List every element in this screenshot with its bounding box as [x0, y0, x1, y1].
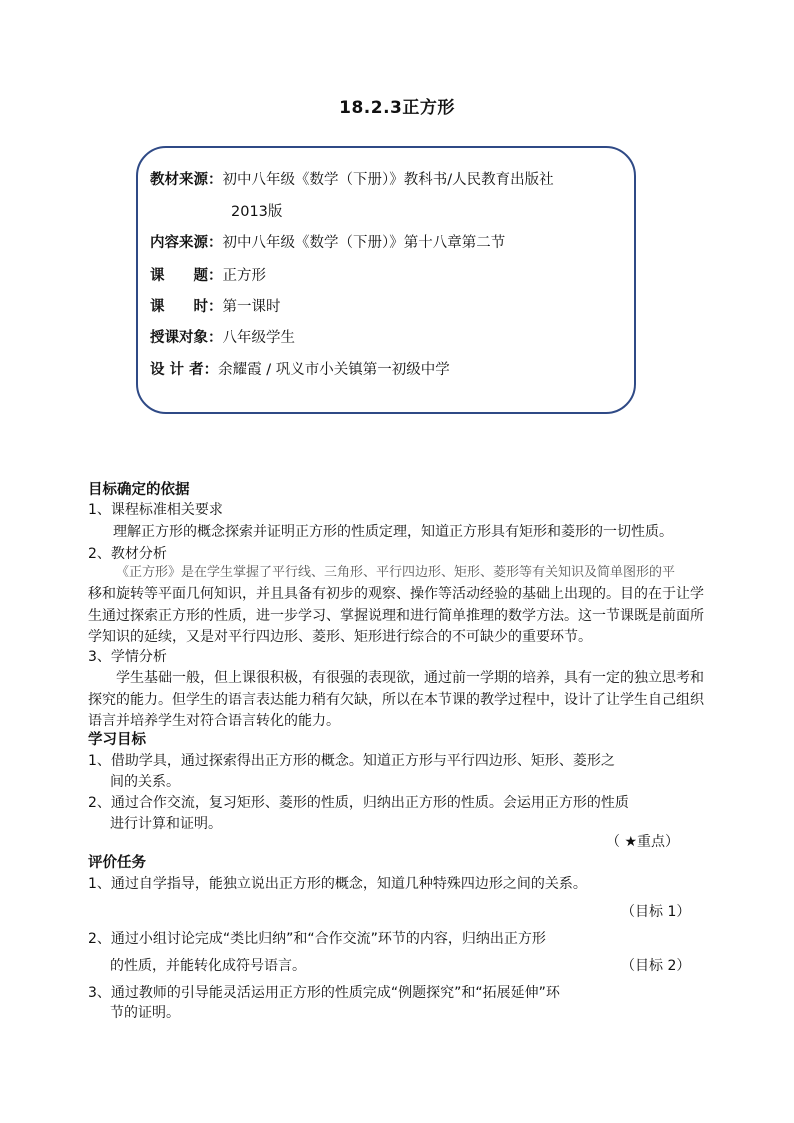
- task2-note: （目标 2）: [621, 958, 691, 974]
- basis-heading: 目标确定的依据: [88, 482, 190, 498]
- topic-label: 课 题：: [150, 268, 223, 284]
- task1-line1: 1、通过自学指导，能独立说出正方形的概念，知道几种特殊四边形之间的关系。: [88, 876, 587, 892]
- basis-item3-line1: 学生基础一般，但上课很积极，有很强的表现欲，通过前一学期的培养，具有一定的独立思考和: [116, 670, 704, 686]
- tasks-heading: 评价任务: [88, 855, 146, 871]
- textbook-source-value: 初中八年级《数学（下册）》教科书/人民教育出版社: [222, 172, 554, 188]
- goal1-line2: 间的关系。: [110, 774, 180, 790]
- task3-line2: 节的证明。: [110, 1005, 180, 1021]
- task2-line2: 的性质，并能转化成符号语言。: [110, 958, 306, 974]
- audience-label: 授课对象：: [150, 330, 223, 346]
- content-source-label: 内容来源：: [150, 235, 223, 251]
- goal2-note: （ ★重点）: [606, 834, 680, 850]
- goal2-line2: 进行计算和证明。: [110, 816, 222, 832]
- task2-line1: 2、通过小组讨论完成“类比归纳”和“合作交流”环节的内容，归纳出正方形: [88, 931, 546, 947]
- audience-value: 八年级学生: [222, 330, 295, 346]
- goals-heading: 学习目标: [88, 732, 146, 748]
- basis-item2-line2: 移和旋转等平面几何知识，并且具备有初步的观察、操作等活动经验的基础上出现的。目的在于让学: [88, 586, 704, 602]
- audience-row: [150, 328, 295, 348]
- textbook-source-label: 教材来源：: [150, 172, 223, 188]
- basis-item2-line4: 学知识的延续，又是对平行四边形、菱形、矩形进行综合的不可缺少的重要环节。: [88, 629, 592, 645]
- topic-row: [150, 266, 266, 286]
- period-label: 课 时：: [150, 299, 223, 315]
- period-row: [150, 297, 281, 317]
- basis-item1-text: 理解正方形的概念探索并证明正方形的性质定理，知道正方形具有矩形和菱形的一切性质。: [113, 524, 673, 540]
- basis-item3-line2: 探究的能力。但学生的语言表达能力稍有欠缺，所以在本节课的教学过程中，设计了让学生自己组织: [88, 692, 704, 708]
- period-value: 第一课时: [222, 299, 281, 315]
- goal2-line1: 2、通过合作交流，复习矩形、菱形的性质，归纳出正方形的性质。会运用正方形的性质: [88, 795, 629, 811]
- designer-row: [150, 360, 450, 380]
- textbook-year: 2013版: [231, 204, 283, 220]
- content-source-row: [150, 233, 505, 253]
- page-title: 18.2.3正方形: [339, 98, 455, 118]
- basis-item2-line1: 《正方形》是在学生掌握了平行线、三角形、平行四边形、矩形、菱形等有关知识及简单图形的平: [116, 565, 676, 580]
- content-source-value: 初中八年级《数学（下册）》第十八章第二节: [222, 235, 506, 251]
- designer-value: 余耀霞 / 巩义市小关镇第一初级中学: [218, 362, 450, 378]
- task3-line1: 3、通过教师的引导能灵活运用正方形的性质完成“例题探究”和“拓展延伸”环: [88, 985, 560, 1001]
- basis-item3-title: 3、学情分析: [88, 649, 167, 665]
- basis-item2-line3: 生通过探索正方形的性质，进一步学习、掌握说理和进行简单推理的数学方法。这一节课既是前面所: [88, 608, 704, 624]
- topic-value: 正方形: [222, 268, 266, 284]
- task1-note: （目标 1）: [621, 904, 691, 920]
- designer-label: 设 计 者：: [150, 362, 219, 378]
- basis-item3-line3: 语言并培养学生对符合语言转化的能力。: [88, 713, 340, 729]
- basis-item2-title: 2、教材分析: [88, 546, 167, 562]
- textbook-source-row: [150, 170, 554, 190]
- goal1-line1: 1、借助学具，通过探索得出正方形的概念。知道正方形与平行四边形、矩形、菱形之: [88, 753, 615, 769]
- basis-item1-title: 1、课程标准相关要求: [88, 502, 223, 518]
